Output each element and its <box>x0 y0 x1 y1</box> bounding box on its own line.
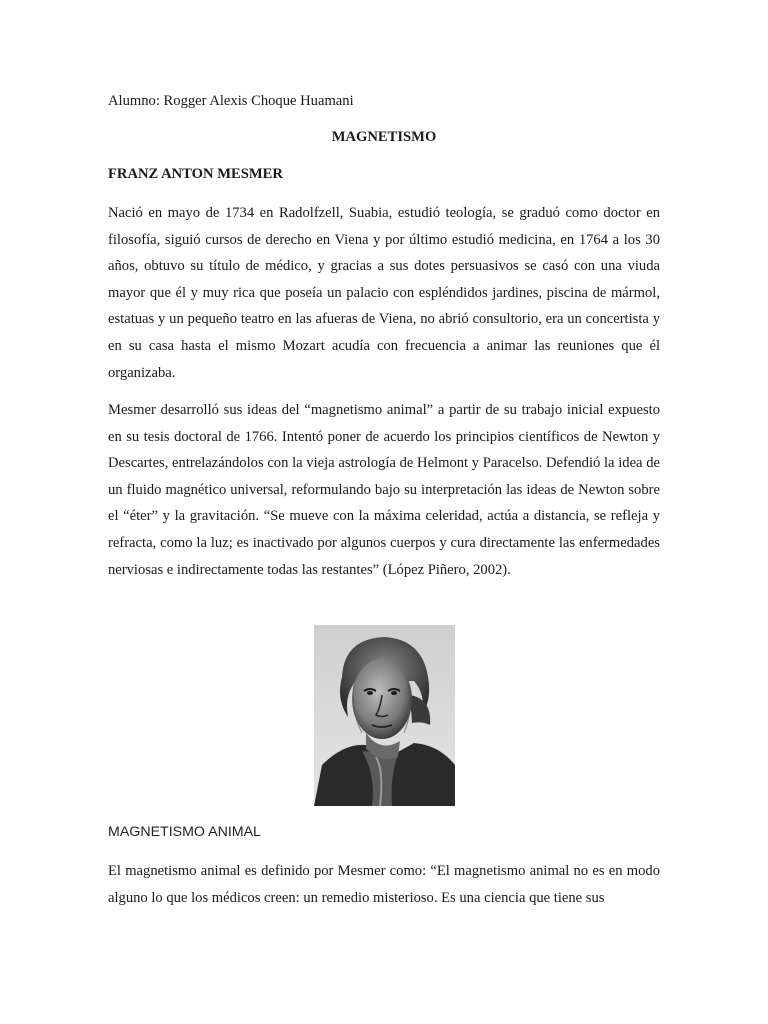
biography-paragraph: Nació en mayo de 1734 en Radolfzell, Suabia, estudió teología, se graduó como doctor en filosofía, siguió cursos de derecho en Viena y por último estudió medicina, en 1764 a los 30 años, obtuvo su título de médico, y gracias a sus dotes persuasivos se casó con una viuda mayor que él y muy rica que poseía un palacio con espléndidos jardines, piscina de mármol, estatuas y un pequeño teatro en las afueras de Viena, no abrió consultorio, era un concertista y en su casa hasta el mismo Mozart acudía con frecuencia a animar las reuniones que él organizaba. <box>108 205 660 381</box>
animal-magnetism-paragraph: El magnetismo animal es definido por Mesmer como: “El magnetismo animal no es en modo alguno lo que los médicos creen: un remedio misterioso. Es una ciencia que tiene sus <box>108 863 660 906</box>
portrait-engraving-icon <box>314 625 455 806</box>
animal-magnetism-heading: MAGNETISMO ANIMAL <box>108 824 261 840</box>
student-name-line: Alumno: Rogger Alexis Choque Huamani <box>108 93 354 109</box>
document-title: MAGNETISMO <box>331 129 437 145</box>
section-heading: FRANZ ANTON MESMER <box>108 166 283 182</box>
ideas-paragraph: Mesmer desarrolló sus ideas del “magnetismo animal” a partir de su trabajo inicial expuesto en su tesis doctoral de 1766. Intentó poner de acuerdo los principios científicos de Newton y Descartes, entrelazándolos con la vieja astrología de Helmont y Paracelso. Defendió la idea de un fluido magnético universal, reformulando bajo su interpretación las ideas de Newton sobre el “éter” y la gravitación. “Se mueve con la máxima celeridad, actúa a distancia, se refleja y refracta, como la luz; es inactivado por algunos cuerpos y cura directamente las enfermedades nerviosas e indirectamente todas las restantes” (López Piñero, 2002). <box>108 402 660 578</box>
